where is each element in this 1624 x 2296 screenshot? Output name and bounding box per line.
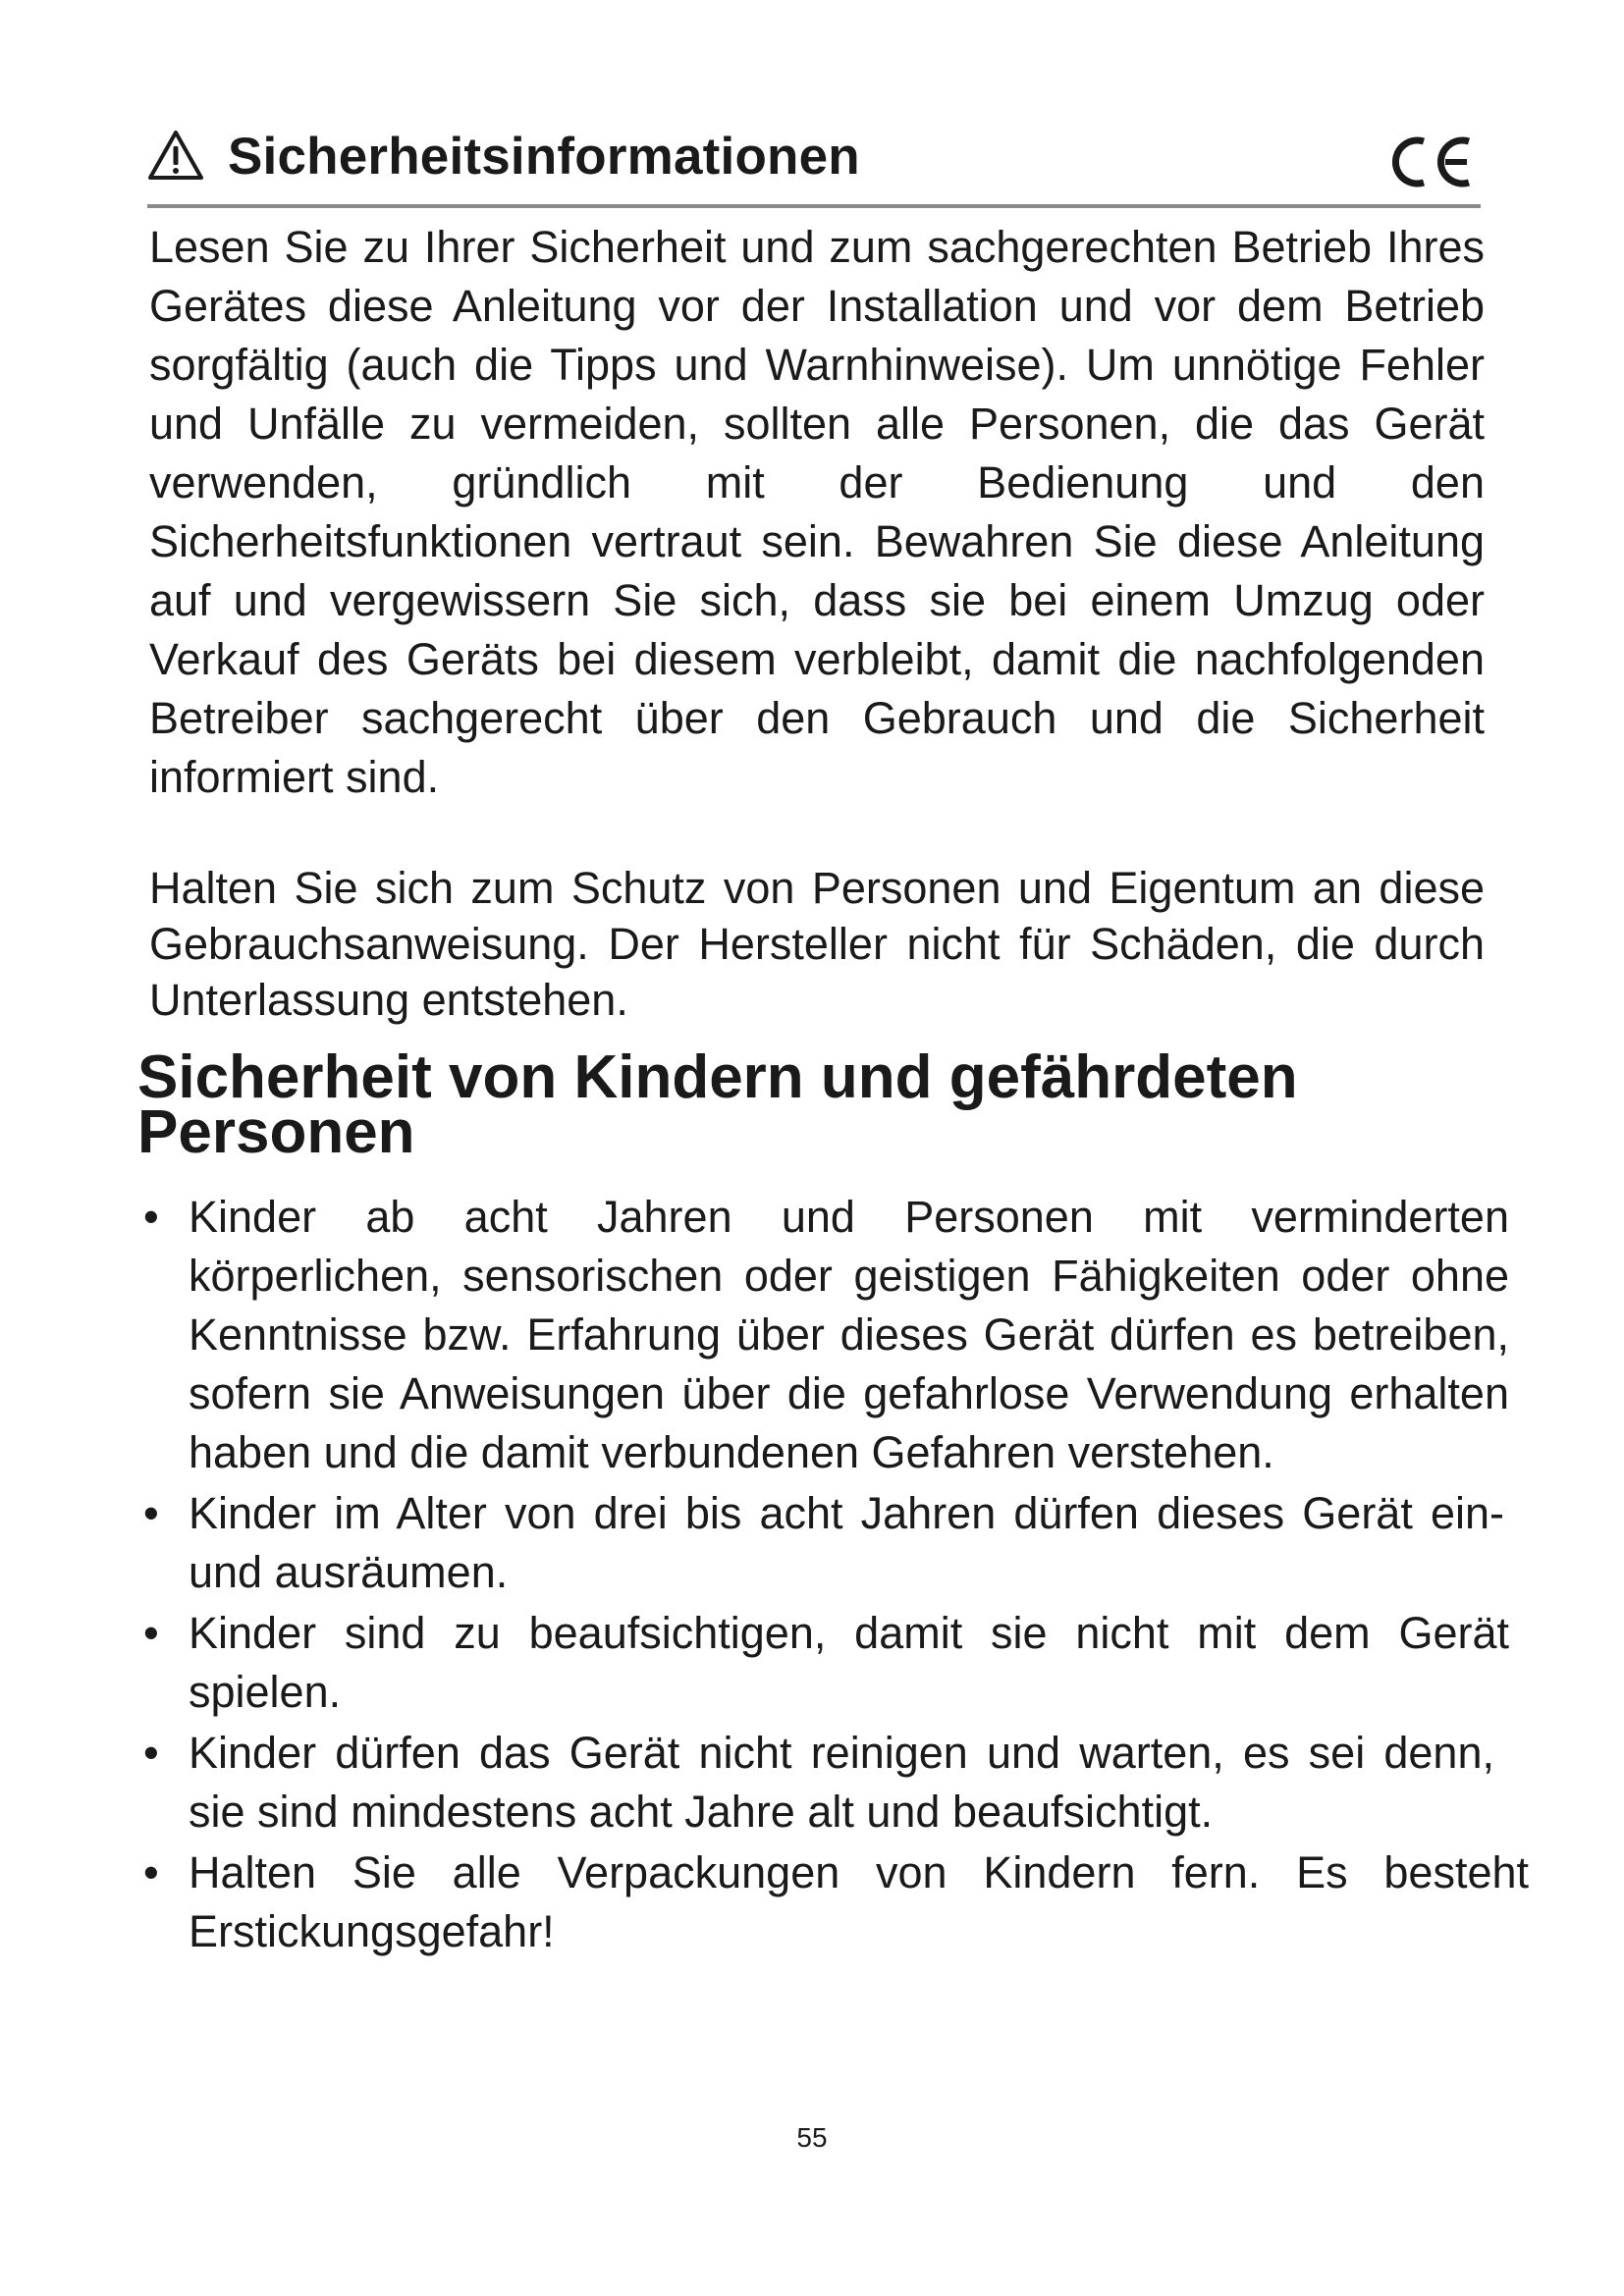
page-number: 55: [796, 2122, 828, 2153]
page-header: [147, 126, 1483, 206]
list-item-text: Kinder sind zu beaufsichtigen, damit sie nicht mit dem Gerät spielen.: [189, 1608, 1509, 1717]
list-item: [137, 1843, 1529, 1961]
list-item: [137, 1484, 1504, 1602]
bullet-icon: •: [143, 1728, 159, 1778]
ce-mark-icon: [1384, 133, 1477, 190]
bullet-icon: •: [143, 1608, 159, 1658]
intro-paragraph-2: Halten Sie sich zum Schutz von Personen und Eigentum an diese Gebrauchsanweisung. Der Hersteller nicht für Schäden, die durch Unterlassung entstehen.: [149, 863, 1485, 1025]
intro-paragraph: Lesen Sie zu Ihrer Sicherheit und zum sachgerechten Betrieb Ihres Gerätes diese Anleitung vor der Installation und vor dem Betrieb sorgfältig (auch die Tipps und Warnhinweise). Um unnötige Fehler und Unfälle zu vermeiden, sollten alle Personen, die das Gerät verwenden, gründlich mit der Bedienung und den Sicherheitsfunktionen vertraut sein. Bewahren Sie diese Anleitung auf und vergewissern Sie sich, dass sie bei einem Umzug oder Verkauf des Geräts bei diesem verbleibt, damit die nachfolgenden Betreiber sachgerecht über den Gebrauch und die Sicherheit informiert sind.: [149, 222, 1485, 802]
list-item: [137, 1724, 1494, 1842]
list-item-text: Kinder im Alter von drei bis acht Jahren dürfen dieses Gerät ein- und ausräumen.: [189, 1488, 1504, 1597]
list-item: [137, 1604, 1509, 1722]
safety-bullet-list: [137, 1188, 1532, 1963]
list-item-text: Kinder dürfen das Gerät nicht reinigen und warten, es sei denn, sie sind mindestens acht Jahre alt und beaufsichtigt.: [189, 1728, 1494, 1837]
section-heading: Sicherheit von Kindern und gefährdeten Personen: [137, 1043, 1298, 1166]
bullet-icon: •: [143, 1488, 159, 1538]
warning-triangle-icon: [147, 130, 204, 181]
bullet-icon: •: [143, 1847, 159, 1897]
list-item-text: Halten Sie alle Verpackungen von Kindern fern. Es besteht Erstickungsgefahr!: [189, 1847, 1529, 1956]
list-item: [137, 1188, 1509, 1482]
page-title: Sicherheitsinformationen: [228, 128, 860, 186]
list-item-text: Kinder ab acht Jahren und Personen mit verminderten körperlichen, sensorischen oder geistigen Fähigkeiten oder ohne Kenntnisse bzw. Erfahrung über dieses Gerät dürfen es betreiben, sofern sie Anweisungen über die gefahrlose Verwendung erhalten haben und die damit verbundenen Gefahren verstehen.: [189, 1192, 1509, 1477]
bullet-icon: •: [143, 1192, 159, 1242]
header-divider: [147, 204, 1481, 208]
